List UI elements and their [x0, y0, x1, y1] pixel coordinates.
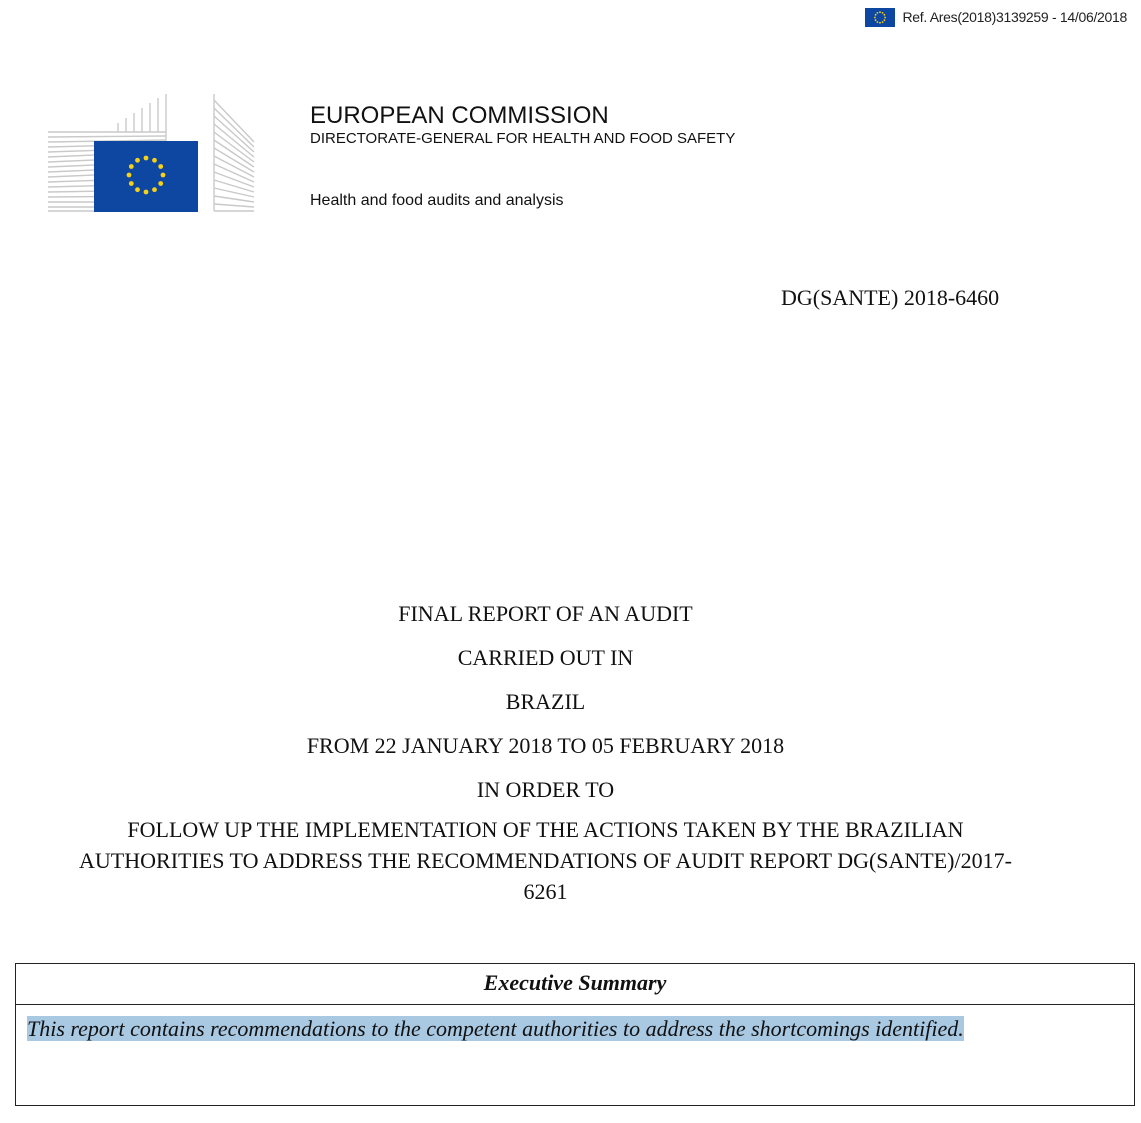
reference-text: Ref. Ares(2018)3139259 - 14/06/2018 — [902, 9, 1127, 25]
unit-name: Health and food audits and analysis — [310, 192, 564, 209]
title-line: FINAL REPORT OF AN AUDIT — [398, 601, 693, 626]
title-line: IN ORDER TO — [476, 777, 615, 802]
document-number: DG(SANTE) 2018-6460 — [781, 285, 1000, 310]
executive-summary-body — [16, 1005, 1134, 1047]
title-line: CARRIED OUT IN — [457, 645, 634, 670]
eu-flag-icon — [865, 8, 895, 27]
executive-summary-box — [15, 963, 1135, 1106]
organization-name: EUROPEAN COMMISSION — [310, 102, 609, 129]
title-line: BRAZIL — [505, 689, 586, 714]
executive-summary-heading: Executive Summary — [16, 964, 1134, 1005]
organization-heading — [310, 103, 735, 149]
executive-summary-text[interactable]: This report contains recommendations to the competent authorities to address the shortcomings identified. — [27, 1016, 964, 1041]
report-title — [0, 597, 1091, 907]
directorate-name: DIRECTORATE-GENERAL FOR HEALTH AND FOOD SAFETY — [310, 130, 736, 147]
title-line-purpose: FOLLOW UP THE IMPLEMENTATION OF THE ACTIONS TAKEN BY THE BRAZILIAN AUTHORITIES TO ADDRESS THE RECOMMENDATIONS OF AUDIT REPORT DG(SANTE)/2017-6261 — [79, 817, 1012, 904]
title-line: FROM 22 JANUARY 2018 TO 05 FEBRUARY 2018 — [306, 733, 785, 758]
european-commission-logo — [46, 92, 256, 214]
reference-stamp — [865, 6, 1127, 28]
